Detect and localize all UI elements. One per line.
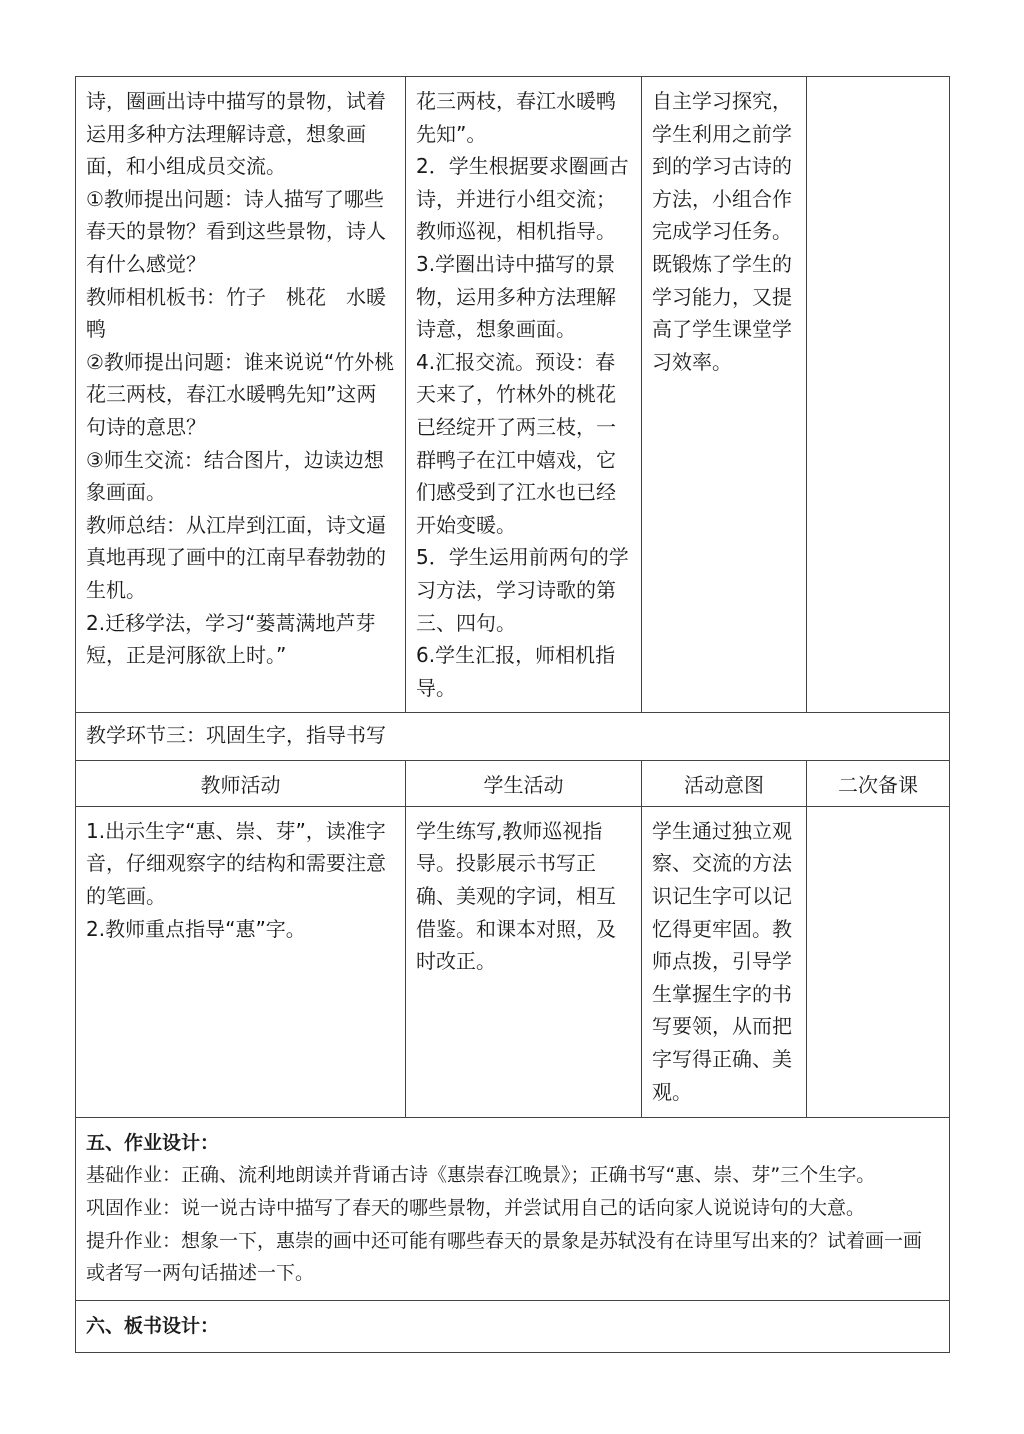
section3-teacher-cell (76, 806, 406, 1117)
student-paragraph: 花三两枝，春江水暖鸭先知”。 (416, 89, 616, 146)
teacher-paragraph: 教师总结：从江岸到江面，诗文逼真地再现了画中的江南早春勃勃的生机。 (86, 512, 386, 602)
student-paragraph: 2．学生根据要求圈画古诗，并进行小组交流；教师巡视，相机指导。 (416, 154, 629, 244)
intent-cell (642, 77, 807, 713)
section3-title-row (76, 713, 950, 761)
lesson-plan-table (75, 76, 950, 1353)
section3-student-cell (406, 806, 642, 1117)
homework-item: 基础作业：正确、流利地朗读并背诵古诗《惠崇春江晚景》；正确书写“惠、崇、芽”三个生字。 (86, 1164, 876, 1187)
section3-notes-cell (807, 806, 950, 1117)
teacher-paragraph: ②教师提出问题：谁来说说“竹外桃花三两枝，春江水暖鸭先知”这两句诗的意思？ (86, 349, 395, 439)
intent-paragraph: 学生通过独立观察、交流的方法识记生字可以记忆得更牢固。教师点拨，引导学生掌握生字的书写要领，从而把字写得正确、美观。 (652, 818, 792, 1104)
teacher-activity-cell (76, 77, 406, 713)
student-paragraph: 学生练写,教师巡视指导。投影展示书写正确、美观的字词，相互借鉴。和课本对照，及时改正。 (416, 818, 616, 974)
notes-text (807, 807, 949, 823)
student-activity-cell (406, 77, 642, 713)
continued-activity-row (76, 77, 950, 713)
header-student: 学生活动 (406, 760, 642, 806)
teacher-paragraph: 1.出示生字“惠、崇、芽”，读准字音，仔细观察字的结构和需要注意的笔画。 (86, 818, 386, 909)
header-notes: 二次备课 (807, 760, 950, 806)
intent-paragraph: 自主学习探究，学生利用之前学到的学习古诗的方法，小组合作完成学习任务。既锻炼了学生的学习能力，又提高了学生课堂学习效率。 (652, 89, 792, 374)
section3-title-cell (76, 713, 950, 761)
section3-activity-row (76, 806, 950, 1117)
board-cell (76, 1300, 950, 1352)
section3-intent-cell (642, 806, 807, 1117)
teacher-paragraph: ③师生交流：结合图片，边读边想象画面。 (86, 447, 384, 505)
homework-cell (76, 1117, 950, 1300)
homework-item: 提升作业：想象一下，惠崇的画中还可能有哪些春天的景象是苏轼没有在诗里写出来的？试着画一画或者写一两句话描述一下。 (86, 1229, 923, 1285)
header-intent: 活动意图 (642, 760, 807, 806)
teacher-paragraph: ①教师提出问题：诗人描写了哪些春天的景物？看到这些景物，诗人有什么感觉？ (86, 186, 386, 276)
homework-row (76, 1117, 950, 1300)
teacher-paragraph: 2.教师重点指导“惠”字。 (86, 916, 306, 941)
teacher-paragraph: 教师相机板书：竹子 桃花 水暖鸭 (86, 284, 386, 342)
teacher-paragraph: 诗，圈画出诗中描写的景物，试着运用多种方法理解诗意，想象画面，和小组成员交流。 (86, 89, 386, 179)
board-title: 六、板书设计： (86, 1314, 220, 1337)
notes-text (807, 77, 949, 93)
section3-title: 教学环节三：巩固生字，指导书写 (86, 723, 386, 748)
student-paragraph: 5．学生运用前两句的学习方法，学习诗歌的第三、四句。 (416, 545, 629, 635)
notes-cell (807, 77, 950, 713)
activity-header-row (76, 760, 950, 806)
student-paragraph: 4.汇报交流。预设：春天来了，竹林外的桃花已经绽开了两三枝，一群鸭子在江中嬉戏，它们感受到了江水也已经开始变暖。 (416, 349, 616, 537)
header-teacher: 教师活动 (76, 760, 406, 806)
teacher-paragraph: 2.迁移学法，学习“蒌蒿满地芦芽短，正是河豚欲上时。” (86, 610, 376, 668)
student-paragraph: 3.学圈出诗中描写的景物，运用多种方法理解诗意，想象画面。 (416, 251, 616, 342)
homework-item: 巩固作业：说一说古诗中描写了春天的哪些景物，并尝试用自己的话向家人说说诗句的大意。 (86, 1197, 866, 1220)
homework-title: 五、作业设计： (86, 1131, 220, 1154)
board-row (76, 1300, 950, 1352)
student-paragraph: 6.学生汇报，师相机指导。 (416, 643, 616, 700)
